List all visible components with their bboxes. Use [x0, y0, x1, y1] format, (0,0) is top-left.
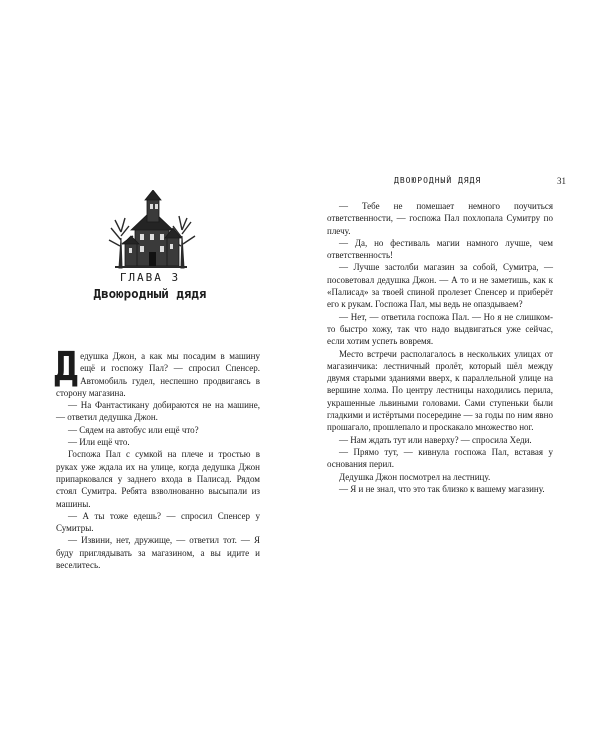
paragraph: — Сядем на автобус или ещё что? — [68, 424, 199, 435]
running-title: ДВОЮРОДНЫЙ ДЯДЯ — [394, 176, 482, 185]
paragraph: Место встречи располагалось в нескольких улицах от магазинчика: лестничный пролёт, который шёл между двумя старыми зданиями вверх, к параллельной улице на вершине холма. По центру лестницы находились перила, украшенные львиными головами. Сами ступеньки были гладкими и истёртыми посередине — за годы по ним явно прошагало, прошлепало и проскакало множество ног. — [327, 348, 553, 433]
chapter-title: Двоюродный дядя — [93, 286, 207, 301]
paragraph: — Прямо тут, — кивнула госпожа Пал, вставая у основания перил. — [327, 446, 553, 470]
paragraph: Дедушка Джон посмотрел на лестницу. — [339, 471, 491, 482]
paragraph: — Тебе не помешает немного поучиться ответственности, — госпожа Пал похлопала Сумитру по плечу. — [327, 201, 553, 236]
paragraph: — Или ещё что. — [68, 437, 130, 448]
paragraph: Госпожа Пал с сумкой на плече и тростью в руках уже ждала их на улице, когда дедушка Джон припарковался у заднего входа в Палисад. Рядом стоял Сумитра. Ребята взволнованно высыпали из машины. — [56, 449, 260, 509]
paragraph: — Нам ждать тут или наверху? — спросила Хеди. — [339, 434, 532, 445]
opening-paragraph — [54, 344, 260, 399]
paragraph: — А ты тоже едешь? — спросил Спенсер у Сумитры. — [56, 510, 260, 534]
running-header — [334, 176, 566, 190]
right-body-text — [327, 200, 553, 495]
paragraph: — Нет, — ответила госпожа Пал. — Но я не слишком-то быстро хожу, так что надо выдвигаться уже сейчас, если хотим успеть вовремя. — [327, 311, 553, 347]
opening-text: едушка Джон, а как мы посадим в машину ещё и госпожу Пал? — спросил Спенсер. Автомобиль гудел, неспешно продвигаясь в сторону магазина. — [56, 351, 260, 398]
paragraph: — Я и не знал, что это так близко к вашему магазину. — [339, 483, 545, 494]
paragraph: — На Фантастикану добираются не на машине, — ответил дедушка Джон. — [56, 400, 260, 423]
page-number: 31 — [557, 176, 566, 186]
haunted-house-icon — [105, 190, 197, 270]
paragraph: — Лучше застолби магазин за собой, Сумитра, — посоветовал дедушка Джон. — А то и не заметишь, как к «Палисад» за твоей спиной пролезет Спенсер и приберёт его к рукам. Госпожа Пал, мы ведь не опаздываем? — [327, 262, 553, 310]
paragraph: — Да, но фестиваль магии намного лучше, чем ответственность! — [327, 237, 553, 261]
drop-cap: Д — [54, 344, 79, 390]
left-body-text — [54, 344, 260, 571]
chapter-label: ГЛАВА 3 — [119, 271, 181, 284]
paragraph: — Извини, нет, дружище, — ответил тот. — Я буду приглядывать за магазином, а вы идите и веселитесь. — [56, 535, 260, 571]
